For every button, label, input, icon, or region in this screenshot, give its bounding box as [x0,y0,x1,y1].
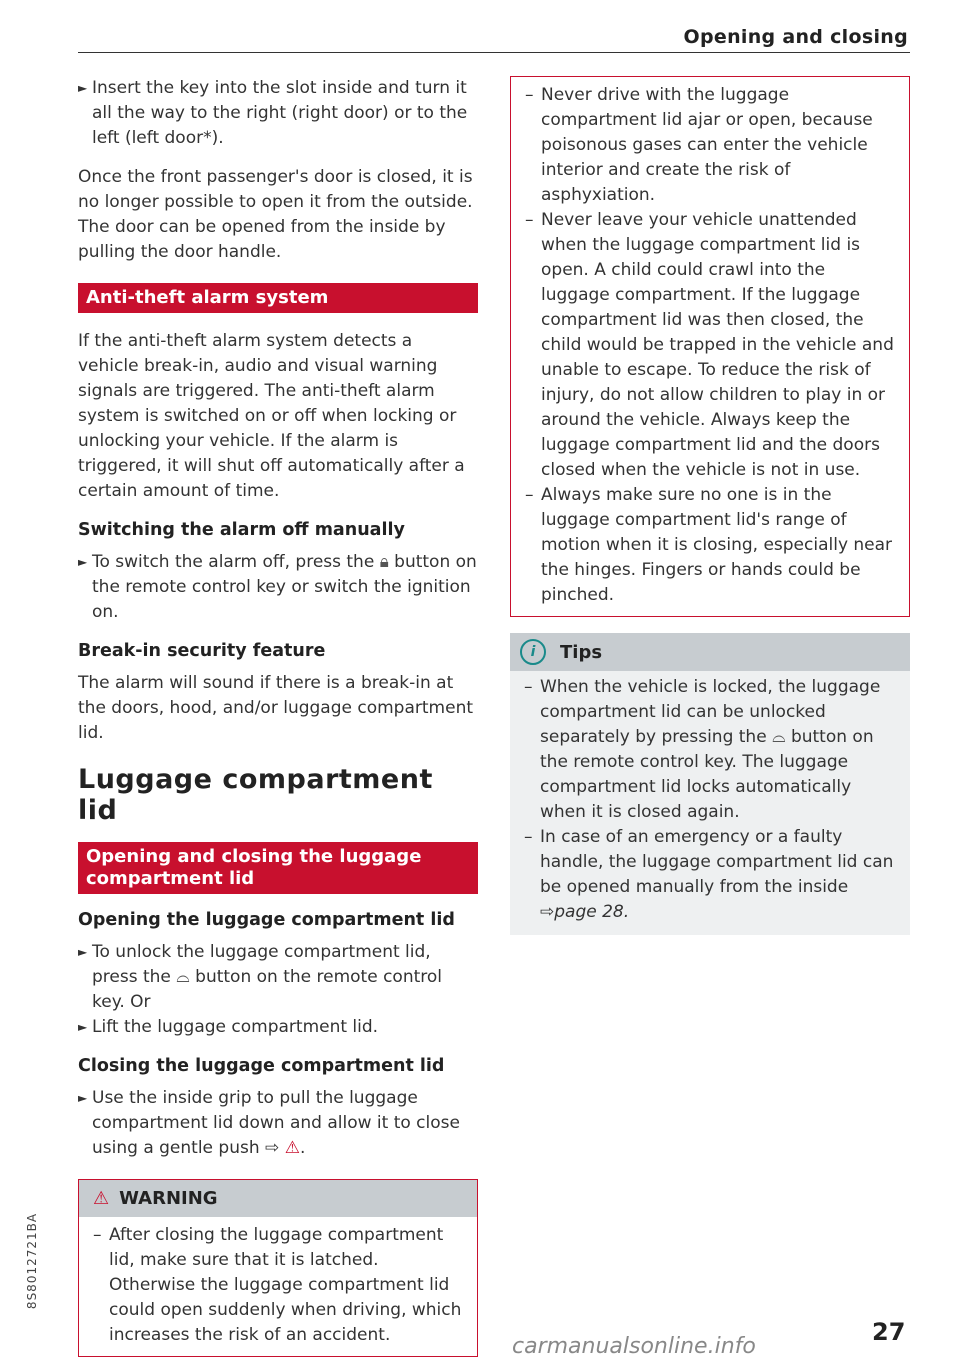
section-bar: Anti-theft alarm system [78,283,478,313]
tip-item: – When the vehicle is locked, the luggage compartment lid can be unlocked separately by pressing the ⌓ button on the remote control key. The luggage compartment lid locks automatically when it is closed again. [524,677,881,822]
bullet-icon: ► [78,81,88,95]
paragraph: If the anti-theft alarm system detects a vehicle break-in, audio and visual warning signals are triggered. The anti-theft alarm system is switched on or off when locking or unlocking your vehicle. If the alarm is triggered, it will shut off automatically after a certain amount of time. [78,331,465,501]
warning-box [78,1179,478,1357]
paragraph: The alarm will sound if there is a break-in at the doors, hood, and/or luggage compartment lid. [78,673,474,743]
bullet-icon: ► [78,1020,88,1034]
subheading: Switching the alarm off manually [78,520,405,540]
left-column [78,76,478,1357]
paragraph: Once the front passenger's door is closed, it is no longer possible to open it from the outside. The door can be opened from the inside by pulling the door handle. [78,167,473,262]
chapter-heading: Luggage compartment lid [78,764,433,826]
warning-triangle-icon: ⚠ [93,1188,110,1209]
page-reference-link[interactable]: page 28. [554,902,630,922]
warning-header: ⚠ WARNING [79,1180,477,1217]
subheading: Closing the luggage compartment lid [78,1056,445,1076]
warning-item: – After closing the luggage compartment lid, make sure that it is latched. Otherwise the luggage compartment lid could open suddenly when driving, which increases the risk of an accident. [93,1225,462,1345]
right-column [510,76,910,935]
bullet-icon: ► [78,1091,88,1105]
instruction-step: ► To switch the alarm off, press the 🔒︎ button on the remote control key or switch the ignition on. [78,552,477,622]
tips-header: i Tips [510,633,910,671]
warning-item: – Never drive with the luggage compartment lid ajar or open, because poisonous gases can enter the vehicle interior and create the risk of asphyxiation. [525,85,873,205]
document-code: 8S8012721BA [25,1212,40,1310]
tip-item: – In case of an emergency or a faulty handle, the luggage compartment lid can be opened manually from the inside ⇨page 28. [524,827,894,922]
subheading: Opening the luggage compartment lid [78,910,455,930]
trunk-button-icon: ⌓ [176,967,190,987]
warning-item: – Always make sure no one is in the luggage compartment lid's range of motion when it is closing, especially near the hinges. Fingers or hands could be pinched. [525,485,893,605]
bullet-icon: ► [78,945,88,959]
reference-arrow-icon: ⇨ [540,902,555,922]
subheading: Break-in security feature [78,641,326,661]
warning-item: – Never leave your vehicle unattended when the luggage compartment lid is open. A child could crawl into the luggage compartment. If the luggage compartment lid was then closed, the child would be trapped in the vehicle and unable to escape. To reduce the risk of injury, do not allow children to play in or around the vehicle. Always keep the luggage compartment lid and the doors closed when the vehicle is not in use. [525,210,894,480]
footer-watermark: carmanualsonline.info [512,1334,756,1359]
reference-arrow-icon: ⇨ [265,1138,280,1158]
page-number: 27 [872,1318,906,1346]
lock-button-icon: 🔒︎ [379,552,389,572]
instruction-step: ► To unlock the luggage compartment lid, press the ⌓ button on the remote control key. Or [78,942,443,1012]
instruction-step: ► Use the inside grip to pull the luggage compartment lid down and allow it to close using a gentle push ⇨ ⚠. [78,1088,460,1158]
trunk-button-icon: ⌓ [772,727,786,747]
instruction-step: ► Lift the luggage compartment lid. [78,1015,478,1040]
section-bar: Opening and closing the luggage compartment lid [78,842,478,894]
warning-box-continued [510,76,910,617]
tips-box [510,633,910,935]
info-icon: i [520,639,546,665]
section-title: Opening and closing [683,26,908,48]
warning-triangle-icon: ⚠ [284,1138,300,1158]
page-header [78,26,910,53]
instruction-step: ► Insert the key into the slot inside and turn it all the way to the right (right door) or to the left (left door*). [78,78,468,148]
bullet-icon: ► [78,555,88,569]
